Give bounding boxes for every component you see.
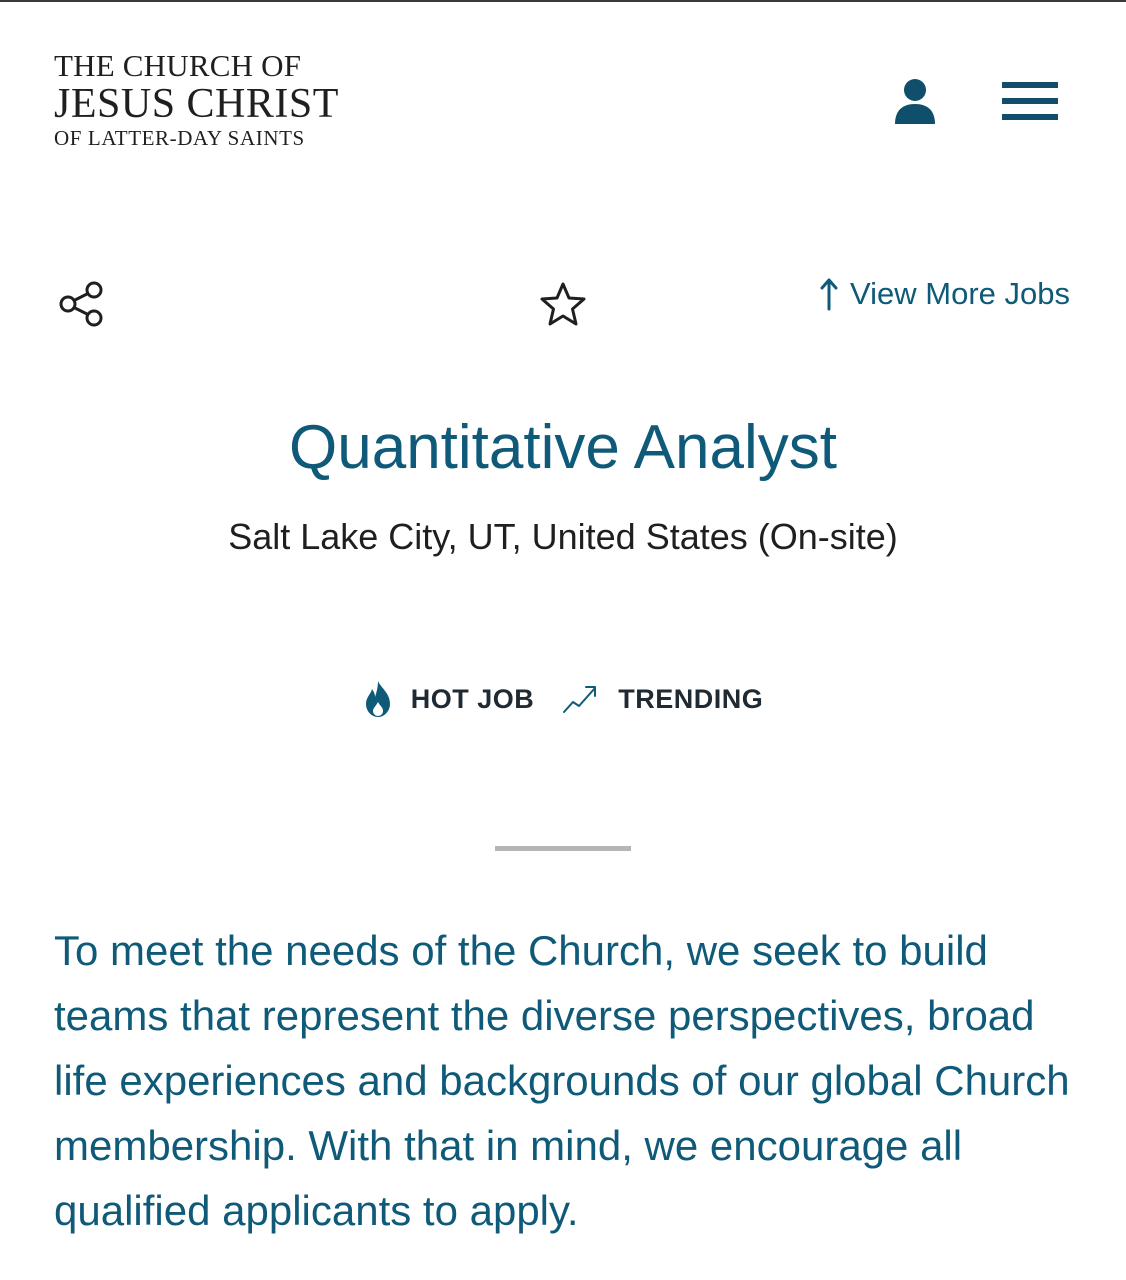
favorite-button[interactable]	[538, 280, 588, 330]
share-button[interactable]	[58, 280, 106, 328]
star-icon	[538, 280, 588, 330]
section-divider	[495, 846, 631, 851]
job-location: Salt Lake City, UT, United States (On-site)	[228, 516, 898, 557]
view-more-jobs-label: View More Jobs	[850, 276, 1070, 311]
hamburger-menu-icon	[1002, 80, 1060, 126]
church-logo[interactable]	[54, 50, 354, 150]
view-more-jobs-link[interactable]	[818, 274, 1070, 314]
job-title: Quantitative Analyst	[289, 413, 837, 482]
intro-paragraph: To meet the needs of the Church, we seek to build teams that represent the diverse perspectives, broad life experiences and backgrounds of our global Church membership. With that in mind, we encourage all qualified applicants to apply.	[54, 927, 1070, 1234]
logo-line-1: THE CHURCH OF	[54, 48, 302, 83]
hot-job-badge	[363, 680, 535, 718]
flame-icon	[363, 680, 393, 718]
logo-line-2: JESUS CHRIST	[54, 81, 339, 127]
hot-job-label: HOT JOB	[410, 683, 535, 714]
menu-button[interactable]	[1002, 80, 1060, 126]
share-icon	[58, 280, 106, 328]
trending-label: TRENDING	[618, 683, 764, 714]
trending-badge	[562, 682, 763, 716]
job-badges	[0, 680, 1126, 718]
top-border	[0, 0, 1126, 2]
trending-up-icon	[562, 682, 600, 716]
user-icon	[892, 78, 938, 126]
arrow-up-icon	[818, 277, 840, 311]
logo-line-3: OF LATTER-DAY SAINTS	[54, 126, 305, 150]
account-button[interactable]	[892, 78, 938, 126]
